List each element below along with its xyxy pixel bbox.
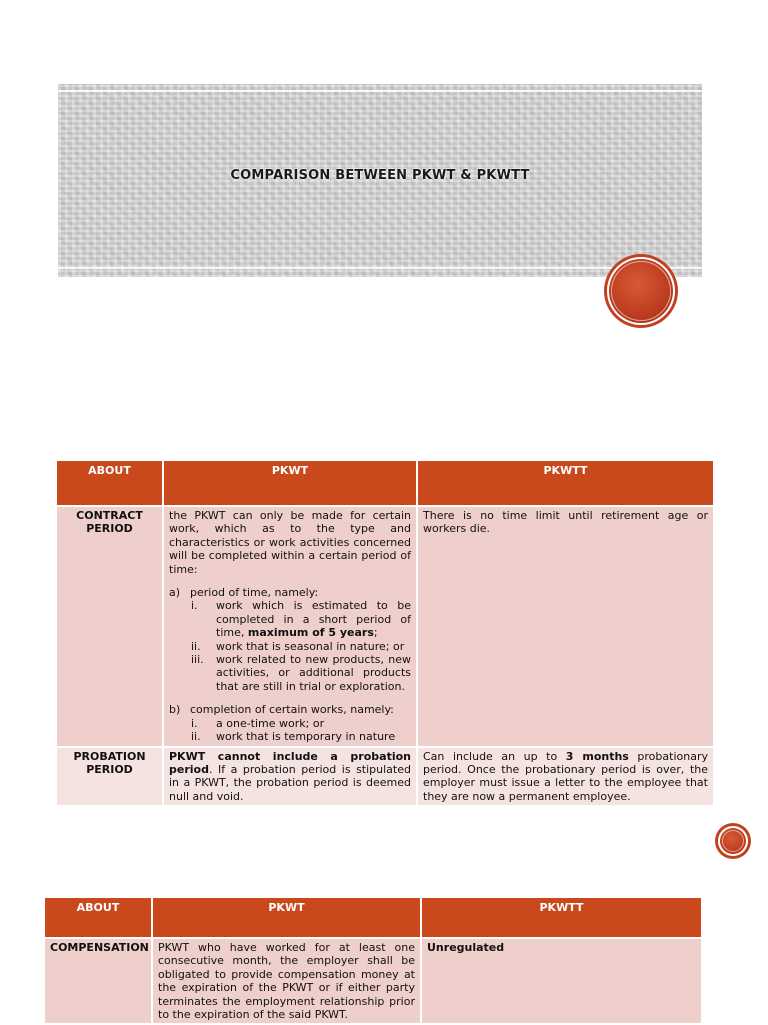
comparison-table-2 bbox=[43, 896, 703, 1025]
text-part: work which is estimated to be completed in a short period of time, bbox=[216, 599, 411, 640]
label-line: PROBATION bbox=[73, 749, 146, 763]
list-text bbox=[216, 599, 411, 639]
cell-pkwt-contract bbox=[164, 507, 416, 746]
row-label-probation-period bbox=[57, 748, 162, 806]
list-number: iii. bbox=[191, 653, 204, 667]
cell-pkwtt-contract: There is no time limit until retirement age or workers die. bbox=[418, 507, 713, 746]
list-item bbox=[191, 653, 411, 693]
table-row-contract-period bbox=[57, 507, 713, 746]
list-number: ii. bbox=[191, 639, 201, 653]
bold-text: Unregulated bbox=[427, 941, 505, 954]
list-item bbox=[191, 640, 411, 653]
banner-rule-top bbox=[58, 90, 702, 92]
header-pkwt: PKWT bbox=[153, 898, 420, 937]
list-label: b) bbox=[169, 703, 181, 717]
table-header-row bbox=[57, 461, 713, 505]
list-text: a one-time work; or bbox=[216, 716, 325, 730]
list-number: i. bbox=[191, 716, 198, 730]
list-number: ii. bbox=[191, 730, 201, 744]
contract-intro: the PKWT can only be made for certain work, which as to the type and characteristics or work activities concerned will be completed within a certain period of time: bbox=[169, 509, 411, 576]
cell-pkwt-compensation: PKWT who have worked for at least one consecutive month, the employer shall be obligated to provide compensation money at the expiration of the PKWT or if either party terminates the employment relationship prior to the expiration of the said PKWT. bbox=[153, 939, 420, 1023]
row-label-contract-period bbox=[57, 507, 162, 746]
cell-pkwt-probation bbox=[164, 748, 416, 806]
table-row-compensation bbox=[45, 939, 701, 1023]
list-number: i. bbox=[191, 599, 198, 613]
header-about: ABOUT bbox=[57, 461, 162, 505]
list-text: completion of certain works, namely: bbox=[190, 703, 394, 717]
cell-pkwtt-probation bbox=[418, 748, 713, 806]
banner-rule-bottom bbox=[58, 267, 702, 269]
decorative-circle-large bbox=[607, 257, 675, 325]
header-pkwt: PKWT bbox=[164, 461, 416, 505]
list-item bbox=[191, 730, 411, 743]
list-text: work that is seasonal in nature; or bbox=[216, 639, 405, 653]
row-label-compensation: COMPENSATION bbox=[45, 939, 151, 1023]
list-item bbox=[191, 717, 411, 730]
list-text: period of time, namely: bbox=[190, 586, 319, 600]
bold-text: maximum of 5 years bbox=[247, 626, 374, 640]
header-about: ABOUT bbox=[45, 898, 151, 937]
cell-pkwtt-compensation bbox=[422, 939, 701, 1023]
list-item-b bbox=[169, 703, 411, 743]
bold-text: 3 months bbox=[565, 749, 629, 763]
label-line: PERIOD bbox=[86, 522, 133, 536]
text-part: Can include an up to bbox=[423, 749, 566, 763]
bold-text: PKWT cannot include a probation period bbox=[169, 749, 411, 776]
text-part: ; bbox=[373, 626, 378, 640]
comparison-table-1 bbox=[55, 459, 715, 807]
table-row-probation-period bbox=[57, 748, 713, 806]
sublist-a bbox=[191, 599, 411, 693]
title-banner bbox=[58, 84, 702, 277]
decorative-circle-small bbox=[718, 826, 748, 856]
list-text: work that is temporary in nature bbox=[216, 730, 396, 744]
list-label: a) bbox=[169, 586, 181, 600]
table-header-row bbox=[45, 898, 701, 937]
list-item-a bbox=[169, 586, 411, 693]
header-pkwtt: PKWTT bbox=[418, 461, 713, 505]
text-part: . If a probation period is stipulated in a PKWT, the probation period is deemed null and void. bbox=[169, 762, 411, 803]
list-item bbox=[191, 599, 411, 639]
list-text: work related to new products, new activities, or additional products that are still in trial or exploration. bbox=[216, 653, 411, 693]
slide-title: COMPARISON BETWEEN PKWT & PKWTT bbox=[230, 168, 530, 183]
label-line: PERIOD bbox=[86, 762, 133, 776]
sublist-b bbox=[191, 717, 411, 744]
label-line: CONTRACT bbox=[76, 509, 143, 522]
header-pkwtt: PKWTT bbox=[422, 898, 701, 937]
text-part: probationary period. Once the probationary period is over, the employer must issue a letter to the employee that they are now a permanent employee. bbox=[423, 749, 708, 803]
